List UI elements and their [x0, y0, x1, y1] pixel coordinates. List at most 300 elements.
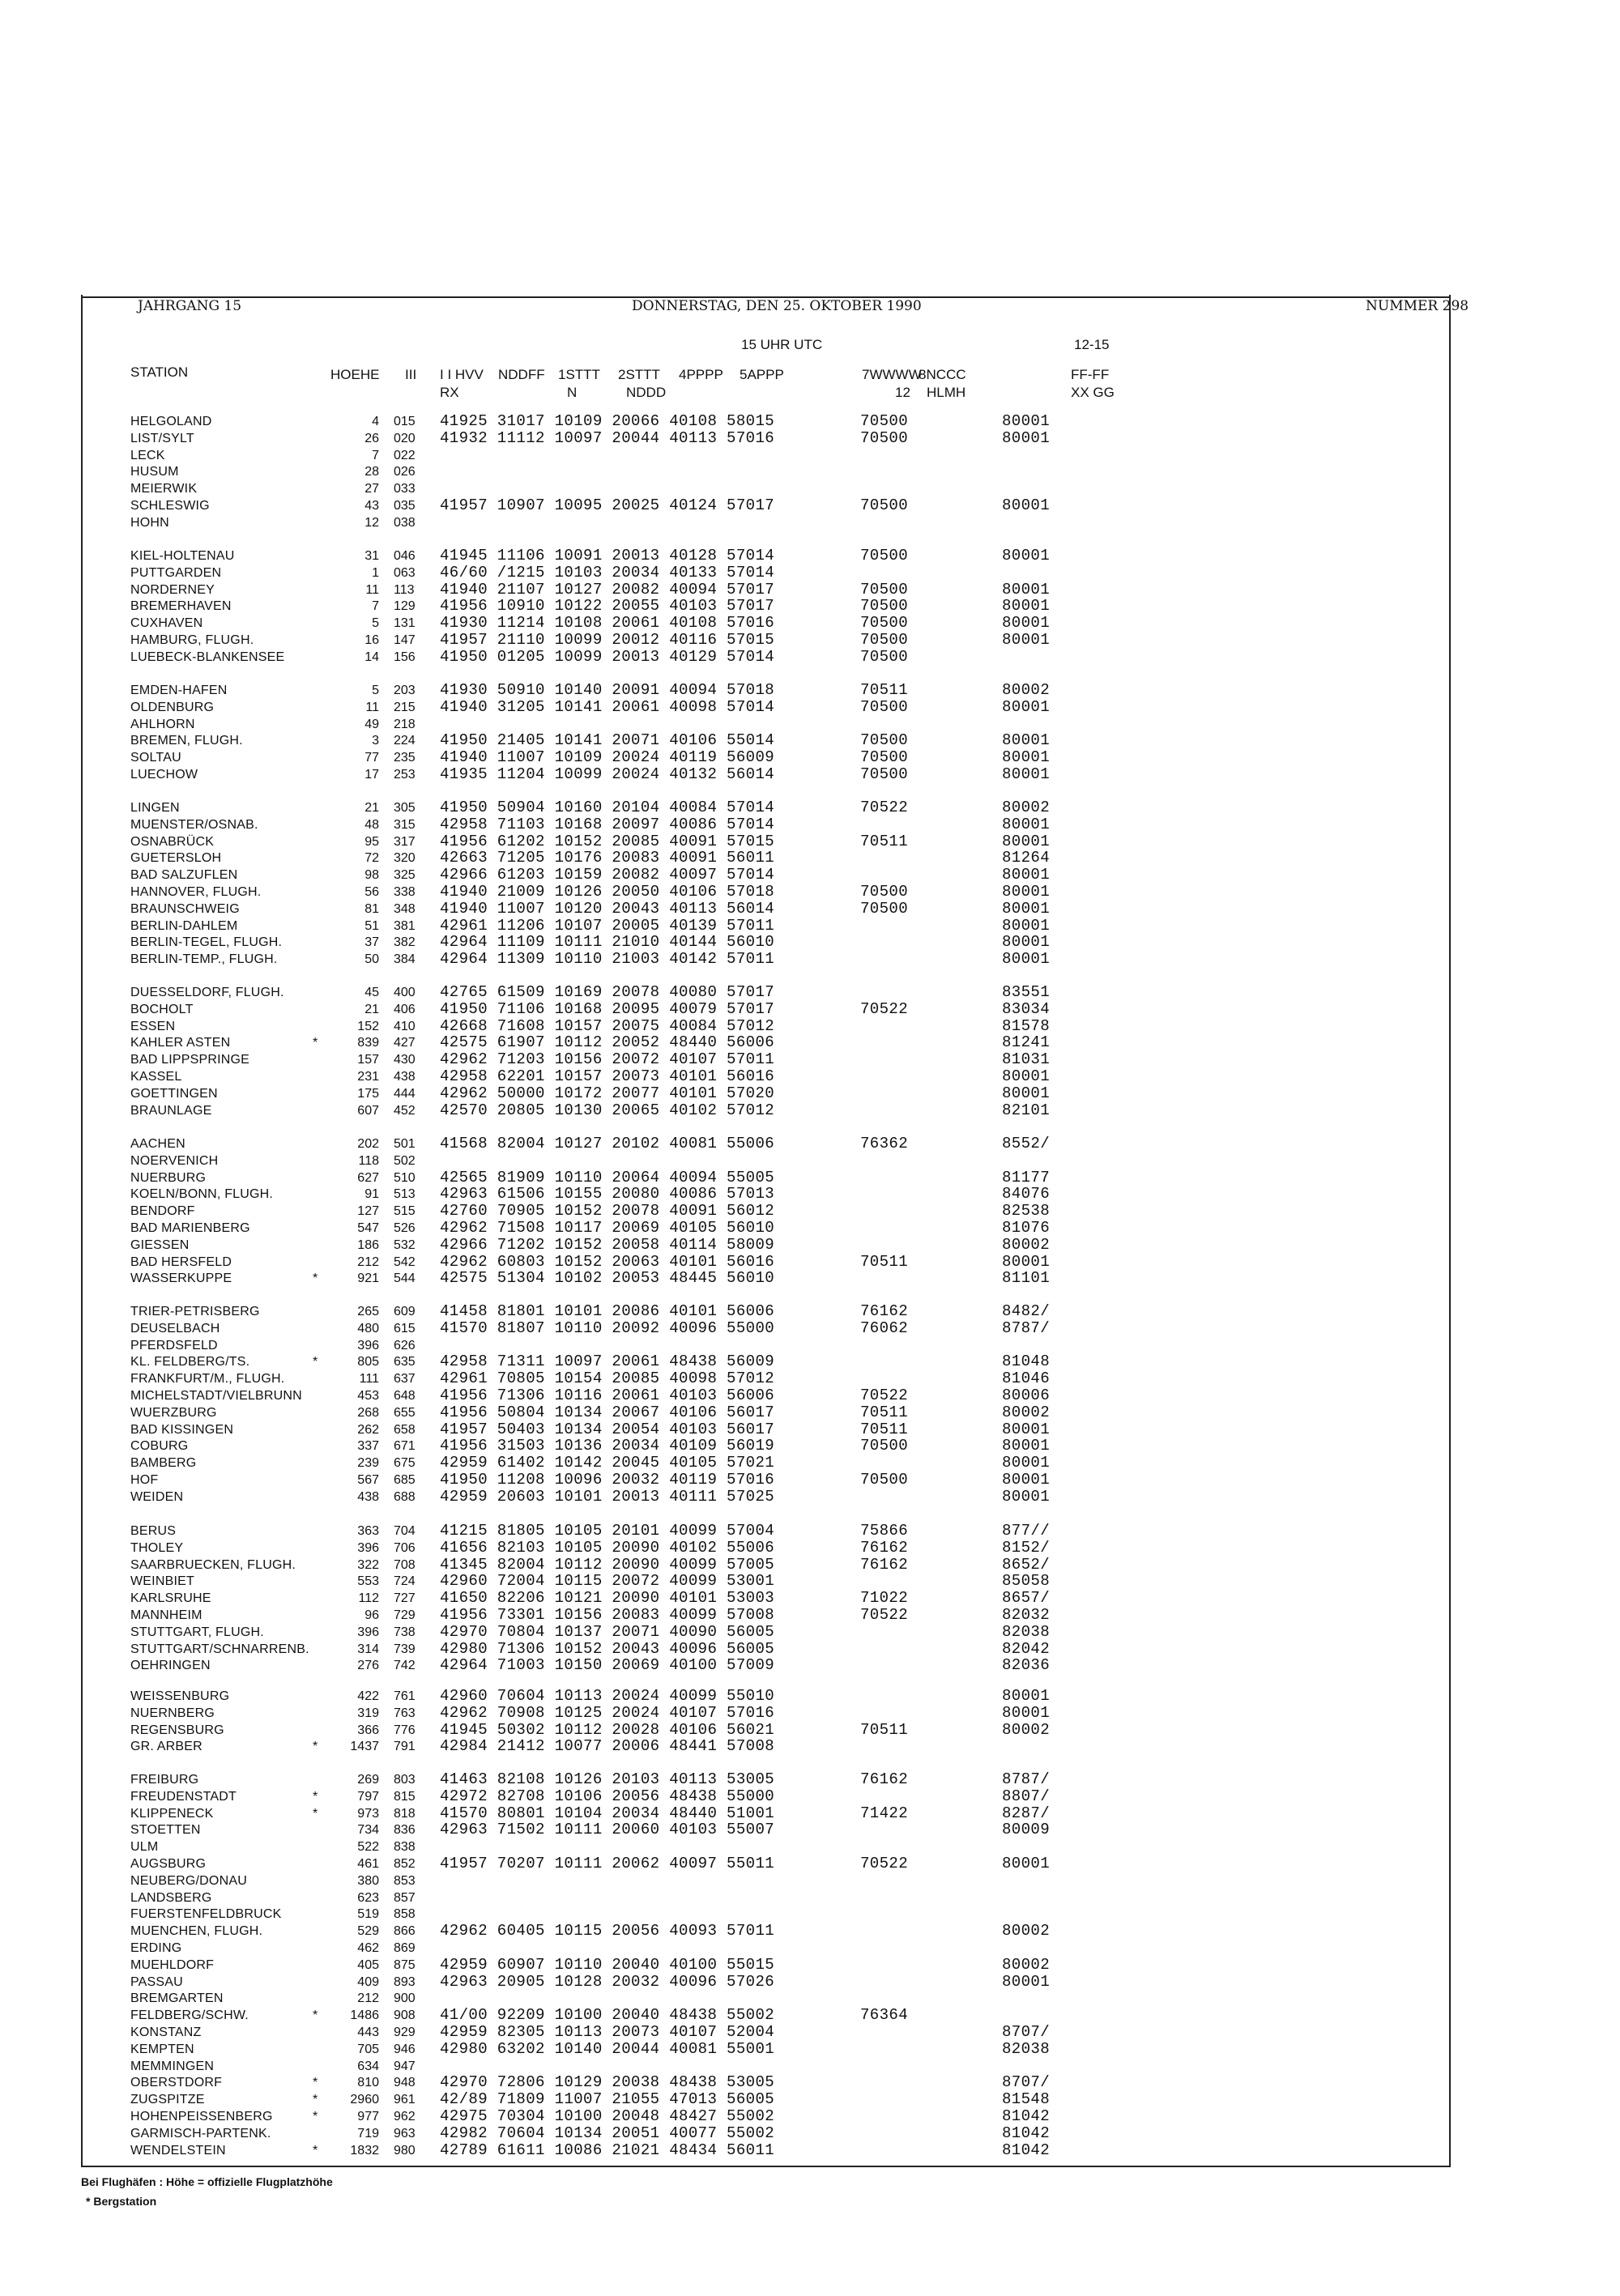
weather-group: 70500	[860, 697, 909, 716]
station-name: KL. FELDBERG/TS.	[130, 1355, 250, 1370]
station-name: ULM	[130, 1840, 159, 1855]
table-row	[81, 1102, 1377, 1119]
weather-group: 70500	[860, 547, 909, 564]
station-name: BAD SALZUFLEN	[130, 868, 238, 883]
date-label: DONNERSTAG, DEN 25. OKTOBER 1990	[632, 298, 922, 314]
station-height: 522	[357, 1840, 379, 1855]
table-row	[81, 1855, 1377, 1872]
observation-groups: 42963 20905 10128 20032 40096 57026	[440, 1972, 775, 1991]
observation-groups: 42958 62201 10157 20073 40101 56016	[440, 1067, 775, 1085]
observation-groups: 42982 70604 10134 20051 40077 55002	[440, 2123, 775, 2142]
table-row	[81, 850, 1377, 867]
col-c5: 4PPPP	[679, 367, 723, 382]
station-height: 973	[357, 1806, 379, 1821]
block-number: 869	[394, 1941, 416, 1955]
station-height: 409	[357, 1974, 379, 1989]
block-number: 791	[394, 1740, 416, 1754]
station-height: 157	[357, 1053, 379, 1067]
station-name: BAD LIPPSPRINGE	[130, 1053, 250, 1067]
weather-group: 76362	[860, 1135, 909, 1152]
station-name: NUERNBERG	[130, 1706, 215, 1720]
station-height: 719	[357, 2126, 379, 2141]
table-row	[81, 884, 1377, 901]
weather-group: 70522	[860, 799, 909, 816]
observation-groups: 41956 10910 10122 20055 40103 57017	[440, 597, 775, 616]
station-height: 16	[364, 633, 379, 647]
block-number: 218	[394, 717, 416, 731]
station-name: BOCHOLT	[130, 1002, 194, 1016]
col-c3-bottom: N	[567, 385, 578, 400]
observation-groups: 42980 71306 10152 20043 40096 56005	[440, 1639, 775, 1658]
block-number: 727	[394, 1591, 416, 1606]
table-row	[81, 1270, 1377, 1287]
cloud-group: 81042	[1002, 2141, 1051, 2159]
cloud-group: 8657/	[1002, 1589, 1051, 1608]
station-height: 461	[357, 1857, 379, 1871]
block-number: 648	[394, 1389, 416, 1403]
observation-groups: 42962 71508 10117 20069 40105 56010	[440, 1219, 775, 1237]
observation-groups: 41656 82103 10105 20090 40102 55006	[440, 1538, 775, 1557]
station-name: AACHEN	[130, 1137, 185, 1151]
block-number: 033	[394, 482, 416, 496]
mountain-station-mark: *	[313, 1806, 318, 1821]
block-number: 317	[394, 834, 416, 849]
block-number: 015	[394, 415, 416, 428]
station-height: 45	[364, 986, 379, 999]
block-number: 338	[394, 885, 416, 899]
observation-groups: 42964 11109 10111 21010 40144 56010	[440, 933, 775, 952]
block-number: 961	[394, 2093, 416, 2107]
station-name: SOLTAU	[130, 751, 181, 765]
cloud-group: 80001	[1002, 1972, 1051, 1991]
table-row	[81, 1353, 1377, 1370]
observation-groups: 42970 72806 10129 20038 48438 53005	[440, 2073, 775, 2092]
table-row	[81, 1018, 1377, 1035]
station-name: NOERVENICH	[130, 1153, 219, 1168]
table-row	[81, 2142, 1377, 2159]
table-row	[81, 1821, 1377, 1838]
station-height: 37	[364, 935, 379, 950]
cloud-group: 80001	[1002, 832, 1051, 850]
station-name: CUXHAVEN	[130, 616, 203, 631]
cloud-group: 80002	[1002, 1720, 1051, 1739]
block-number: 858	[394, 1907, 416, 1922]
station-name: LINGEN	[130, 801, 180, 815]
weather-group: 70500	[860, 748, 909, 767]
block-number: 410	[394, 1019, 416, 1033]
station-name: STUTTGART, FLUGH.	[130, 1625, 264, 1639]
col-c4-bottom: NDDD	[626, 385, 667, 400]
table-row	[81, 1523, 1377, 1540]
cloud-group: 80001	[1002, 428, 1051, 447]
col-c1-bottom: RX	[440, 385, 459, 400]
table-row	[81, 1906, 1377, 1923]
weather-group: 70511	[860, 832, 909, 850]
block-number: 325	[394, 868, 416, 883]
observation-groups: 42565 81909 10110 20064 40094 55005	[440, 1168, 775, 1186]
station-height: 1832	[350, 2143, 379, 2158]
block-number: 026	[394, 465, 416, 479]
station-name: LECK	[130, 448, 165, 462]
block-number: 348	[394, 901, 416, 916]
station-name: PFERDSFELD	[130, 1338, 218, 1352]
cloud-group: 81042	[1002, 2123, 1051, 2142]
station-height: 380	[357, 1873, 379, 1888]
weather-group: 70500	[860, 647, 909, 666]
station-height: 239	[357, 1456, 379, 1471]
cloud-group: 81241	[1002, 1033, 1051, 1052]
observation-groups: 41932 11112 10097 20044 40113 57016	[440, 428, 775, 447]
table-row	[81, 1472, 1377, 1489]
station-height: 627	[357, 1170, 379, 1185]
weather-group: 70500	[860, 597, 909, 616]
station-height: 96	[364, 1608, 379, 1622]
station-name: HOHENPEISSENBERG	[130, 2110, 273, 2123]
station-name: KIEL-HOLTENAU	[130, 549, 235, 563]
station-name: BAD KISSINGEN	[130, 1422, 234, 1437]
table-row	[81, 1085, 1377, 1102]
block-number: 063	[394, 565, 416, 580]
block-number: 685	[394, 1473, 416, 1487]
station-name: WASSERKUPPE	[130, 1272, 232, 1286]
block-number: 875	[394, 1957, 416, 1972]
station-name: EMDEN-HAFEN	[130, 684, 228, 697]
cloud-group: 80001	[1002, 412, 1051, 430]
station-height: 805	[357, 1355, 379, 1370]
observation-groups: 42959 82305 10113 20073 40107 52004	[440, 2023, 775, 2041]
col-c1-top: I I HVV	[440, 367, 484, 382]
mountain-station-mark: *	[313, 2093, 318, 2107]
block-number: 738	[394, 1625, 416, 1639]
cloud-group: 80002	[1002, 1403, 1051, 1421]
table-row	[81, 1404, 1377, 1421]
col-c8-top: 8NCCC	[919, 367, 966, 382]
station-height: 337	[357, 1439, 379, 1454]
weather-group: 70522	[860, 999, 909, 1018]
block-number: 400	[394, 986, 416, 999]
observation-groups: 41945 11106 10091 20013 40128 57014	[440, 547, 775, 564]
station-height: 705	[357, 2042, 379, 2056]
table-row	[81, 1805, 1377, 1822]
station-name: ESSEN	[130, 1019, 176, 1033]
cloud-group: 8287/	[1002, 1804, 1051, 1822]
station-name: KONSTANZ	[130, 2026, 202, 2039]
station-name: BREMERHAVEN	[130, 599, 232, 614]
table-row	[81, 699, 1377, 716]
observation-groups: 42962 70908 10125 20024 40107 57016	[440, 1703, 775, 1722]
observation-groups: 42984 21412 10077 20006 48441 57008	[440, 1737, 775, 1756]
block-number: 635	[394, 1355, 416, 1370]
station-height: 95	[364, 834, 379, 849]
station-height: 396	[357, 1540, 379, 1555]
cloud-group: 80001	[1002, 496, 1051, 514]
station-height: 438	[357, 1489, 379, 1504]
observation-groups: 41458 81801 10101 20086 40101 56006	[440, 1302, 775, 1320]
cloud-group: 81101	[1002, 1269, 1051, 1288]
block-number: 526	[394, 1221, 416, 1235]
observation-groups: 41945 50302 10112 20028 40106 56021	[440, 1720, 775, 1739]
station-height: 212	[357, 1991, 379, 2006]
block-number: 852	[394, 1857, 416, 1871]
block-number: 609	[394, 1305, 416, 1318]
station-name: STUTTGART/SCHNARRENB.	[130, 1642, 309, 1656]
weather-group: 70500	[860, 899, 909, 918]
cloud-group: 8807/	[1002, 1787, 1051, 1805]
cloud-group: 80001	[1002, 933, 1051, 952]
cloud-group: 80001	[1002, 866, 1051, 884]
block-number: 803	[394, 1773, 416, 1787]
station-height: 547	[357, 1221, 379, 1235]
observation-groups: 41570 80801 10104 20034 48440 51001	[440, 1804, 775, 1822]
block-number: 658	[394, 1422, 416, 1437]
col-c7-top: 7WWWW	[862, 367, 922, 382]
table-row	[81, 1220, 1377, 1237]
observation-groups: 42970 70804 10137 20071 40090 56005	[440, 1622, 775, 1641]
station-height: 839	[357, 1036, 379, 1050]
observation-groups: 42575 61907 10112 20052 48440 56006	[440, 1033, 775, 1052]
cloud-group: 80001	[1002, 614, 1051, 633]
observation-groups: 41950 71106 10168 20095 40079 57017	[440, 999, 775, 1018]
station-height: 14	[364, 650, 379, 664]
station-height: 91	[364, 1187, 379, 1202]
station-height: 921	[357, 1272, 379, 1286]
block-number: 046	[394, 549, 416, 563]
station-height: 480	[357, 1321, 379, 1335]
station-name: FREUDENSTADT	[130, 1789, 237, 1804]
station-name: REGENSBURG	[130, 1723, 224, 1737]
cloud-group: 80002	[1002, 681, 1051, 699]
station-height: 269	[357, 1773, 379, 1787]
cloud-group: 80001	[1002, 697, 1051, 716]
mountain-station-mark: *	[313, 2076, 318, 2090]
cloud-group: 80001	[1002, 631, 1051, 649]
observation-groups: 42962 60405 10115 20056 40093 57011	[440, 1922, 775, 1940]
station-height: 314	[357, 1642, 379, 1656]
table-row	[81, 1320, 1377, 1337]
cloud-group: 82032	[1002, 1606, 1051, 1624]
table-row	[81, 833, 1377, 850]
block-number: 908	[394, 2008, 416, 2023]
col-c2: NDDFF	[498, 367, 545, 382]
station-height: 21	[364, 1002, 379, 1016]
station-name: FELDBERG/SCHW.	[130, 2008, 249, 2023]
cloud-group: 82538	[1002, 1202, 1051, 1220]
table-row	[81, 1135, 1377, 1152]
observation-groups: 42958 71103 10168 20097 40086 57014	[440, 815, 775, 833]
weather-group: 70522	[860, 1606, 909, 1624]
block-number: 637	[394, 1372, 416, 1387]
observation-groups: 41345 82004 10112 20090 40099 57005	[440, 1555, 775, 1574]
observation-groups: 41925 31017 10109 20066 40108 58015	[440, 412, 775, 430]
cloud-group: 8652/	[1002, 1555, 1051, 1574]
station-name: WUERZBURG	[130, 1405, 217, 1420]
station-height: 72	[364, 851, 379, 866]
station-name: DUESSELDORF, FLUGH.	[130, 986, 284, 999]
cloud-group: 877//	[1002, 1522, 1051, 1540]
observation-groups: 41956 61202 10152 20085 40091 57015	[440, 832, 775, 850]
station-height: 623	[357, 1890, 379, 1905]
weather-group: 70511	[860, 1403, 909, 1421]
station-height: 27	[364, 482, 379, 496]
cloud-group: 81548	[1002, 2090, 1051, 2109]
observation-groups: 42962 71203 10156 20072 40107 57011	[440, 1050, 775, 1069]
observation-groups: 41950 21405 10141 20071 40106 55014	[440, 731, 775, 750]
table-row	[81, 1641, 1377, 1658]
station-height: 607	[357, 1103, 379, 1118]
weather-group: 71022	[860, 1589, 909, 1608]
block-number: 156	[394, 650, 416, 664]
cloud-group: 80001	[1002, 916, 1051, 935]
station-height: 553	[357, 1574, 379, 1589]
observation-groups: 42959 60907 10110 20040 40100 55015	[440, 1955, 775, 1974]
table-row	[81, 547, 1377, 564]
observation-groups: 41956 71306 10116 20061 40103 56006	[440, 1387, 775, 1404]
footnote-airports: Bei Flughäfen : Höhe = offizielle Flugplatzhöhe	[81, 2175, 333, 2188]
observation-groups: 42958 71311 10097 20061 48438 56009	[440, 1352, 775, 1371]
block-number: 818	[394, 1806, 416, 1821]
table-row	[81, 2074, 1377, 2091]
block-number: 729	[394, 1608, 416, 1622]
hour-range-label: 12-15	[1074, 337, 1110, 352]
block-number: 224	[394, 734, 416, 748]
weather-group: 70522	[860, 1855, 909, 1872]
table-row	[81, 918, 1377, 935]
station-height: 49	[364, 717, 379, 731]
observation-groups: 42963 61506 10155 20080 40086 57013	[440, 1185, 775, 1203]
cloud-group: 80001	[1002, 1855, 1051, 1872]
block-number: 501	[394, 1137, 416, 1151]
station-name: FRANKFURT/M., FLUGH.	[130, 1372, 285, 1387]
station-name: BERLIN-TEMP., FLUGH.	[130, 952, 278, 967]
station-height: 422	[357, 1689, 379, 1703]
station-name: BERLIN-TEGEL, FLUGH.	[130, 935, 283, 950]
station-name: LUEBECK-BLANKENSEE	[130, 650, 285, 664]
observation-groups: 41940 11007 10109 20024 40119 56009	[440, 748, 775, 767]
station-height: 4	[372, 415, 379, 428]
cloud-group: 8552/	[1002, 1135, 1051, 1152]
block-number: 502	[394, 1153, 416, 1168]
cloud-group: 8787/	[1002, 1770, 1051, 1788]
station-height: 262	[357, 1422, 379, 1437]
cloud-group: 81076	[1002, 1219, 1051, 1237]
observation-groups: 42962 60803 10152 20063 40101 56016	[440, 1252, 775, 1271]
station-name: BERUS	[130, 1524, 177, 1538]
observation-groups: 41940 21107 10127 20082 40094 57017	[440, 580, 775, 598]
station-height: 17	[364, 768, 379, 782]
block-number: 900	[394, 1991, 416, 2006]
block-number: 948	[394, 2076, 416, 2090]
mountain-station-mark: *	[313, 1789, 318, 1804]
table-row	[81, 1889, 1377, 1906]
station-name: BRAUNLAGE	[130, 1103, 212, 1118]
station-height: 11	[365, 582, 379, 597]
station-name: NEUBERG/DONAU	[130, 1873, 247, 1888]
cloud-group: 80002	[1002, 1955, 1051, 1974]
station-height: 127	[357, 1204, 379, 1219]
weather-group: 70500	[860, 765, 909, 783]
cloud-group: 83034	[1002, 999, 1051, 1018]
station-height: 186	[357, 1237, 379, 1252]
mountain-station-mark: *	[313, 2143, 318, 2158]
cloud-group: 81048	[1002, 1352, 1051, 1371]
observation-groups: 42789 61611 10086 21021 48434 56011	[440, 2141, 775, 2159]
cloud-group: 81042	[1002, 2107, 1051, 2125]
block-number: 510	[394, 1170, 416, 1185]
block-number: 980	[394, 2143, 416, 2158]
station-height: 519	[357, 1907, 379, 1922]
station-height: 363	[357, 1524, 379, 1538]
observation-groups: 42/89 71809 11007 21055 47013 56005	[440, 2090, 775, 2109]
station-name: HANNOVER, FLUGH.	[130, 885, 262, 899]
station-height: 1486	[350, 2008, 379, 2023]
block-number: 381	[394, 918, 416, 933]
table-row	[81, 1788, 1377, 1805]
weather-group: 70522	[860, 1387, 909, 1404]
block-number: 129	[394, 599, 416, 614]
cloud-group: 80001	[1002, 1471, 1051, 1489]
station-name: ERDING	[130, 1941, 182, 1955]
station-height: 810	[357, 2076, 379, 2090]
cloud-group: 80001	[1002, 748, 1051, 767]
table-row	[81, 632, 1377, 649]
table-row	[81, 1254, 1377, 1271]
cloud-group: 82036	[1002, 1656, 1051, 1675]
table-row	[81, 1203, 1377, 1220]
block-number: 929	[394, 2026, 416, 2039]
observation-groups: 41950 01205 10099 20013 40129 57014	[440, 647, 775, 666]
station-name: DEUSELBACH	[130, 1321, 220, 1335]
station-name: MANNHEIM	[130, 1608, 202, 1622]
weather-group: 70500	[860, 580, 909, 598]
observation-groups: 41570 81807 10110 20092 40096 55000	[440, 1318, 775, 1337]
block-number: 022	[394, 448, 416, 462]
time-label: 15 UHR UTC	[741, 337, 823, 352]
col-c3-top: 1STTT	[558, 367, 600, 382]
block-number: 235	[394, 751, 416, 765]
cloud-group: 81046	[1002, 1370, 1051, 1388]
cloud-group: 80001	[1002, 1454, 1051, 1472]
observation-groups: 41215 81805 10105 20101 40099 57004	[440, 1522, 775, 1540]
station-height: 265	[357, 1305, 379, 1318]
observation-groups: 41950 11208 10096 20032 40119 57016	[440, 1471, 775, 1489]
weather-group: 70511	[860, 681, 909, 699]
cloud-group: 82101	[1002, 1101, 1051, 1119]
weather-group: 70511	[860, 1252, 909, 1271]
cloud-group: 84076	[1002, 1185, 1051, 1203]
block-number: 513	[394, 1187, 416, 1202]
observation-groups: 42972 82708 10106 20056 48438 55000	[440, 1787, 775, 1805]
station-height: 322	[357, 1557, 379, 1572]
station-name: OBERSTDORF	[130, 2076, 223, 2090]
station-name: STOETTEN	[130, 1823, 201, 1838]
station-height: 202	[357, 1137, 379, 1151]
cloud-group: 8152/	[1002, 1538, 1051, 1557]
station-name: WEINBIET	[130, 1574, 194, 1589]
col-iii: III	[405, 367, 417, 382]
weather-group: 70500	[860, 1437, 909, 1455]
weather-group: 70500	[860, 1471, 909, 1489]
weather-group: 76162	[860, 1538, 909, 1557]
observation-groups: 41930 11214 10108 20061 40108 57016	[440, 614, 775, 633]
observation-groups: 42960 72004 10115 20072 40099 53001	[440, 1572, 775, 1591]
col-station: STATION	[130, 364, 189, 380]
table-row	[81, 1051, 1377, 1068]
station-height: 396	[357, 1338, 379, 1352]
col-c8-bottom: HLMH	[927, 385, 966, 400]
table-row	[81, 2108, 1377, 2125]
station-name: NORDERNEY	[130, 582, 215, 597]
table-row	[81, 2125, 1377, 2142]
